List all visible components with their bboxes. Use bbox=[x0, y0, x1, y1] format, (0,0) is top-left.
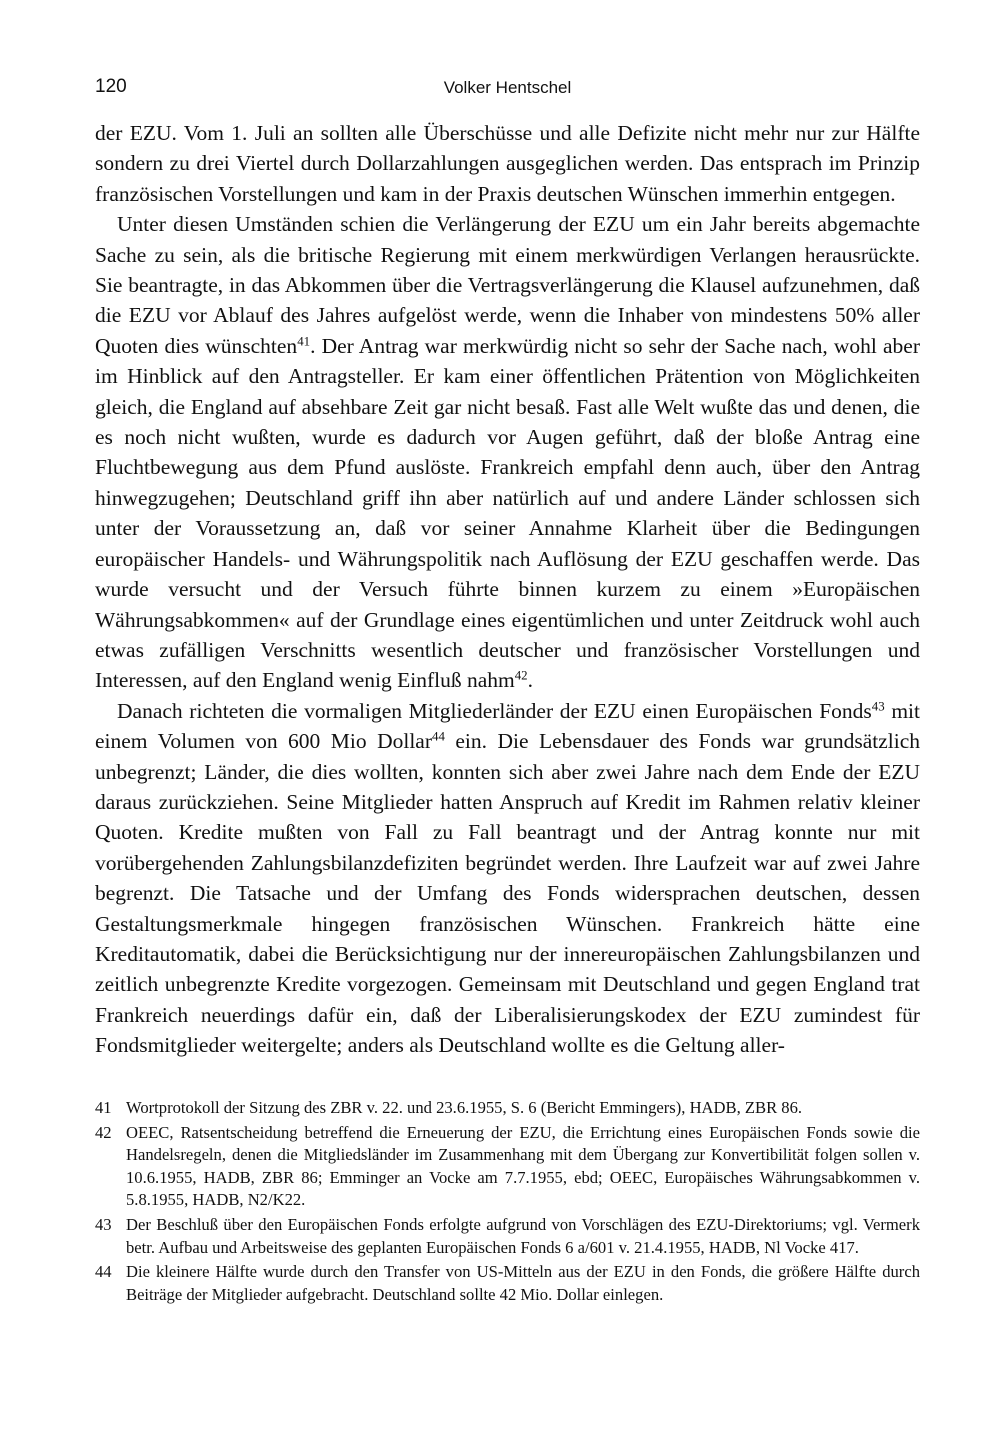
footnote-ref-43[interactable]: 43 bbox=[871, 698, 885, 713]
footnotes bbox=[95, 1097, 920, 1308]
paragraph-2 bbox=[95, 209, 920, 696]
paragraph-3-part-b: mit einem Volumen von 600 Mio Dollar bbox=[95, 698, 920, 754]
footnote-text: Der Beschluß über den Europäischen Fonds erfolgte aufgrund von Vorschlägen des EZU-Direktoriums; vgl. Vermerk betr. Aufbau und Arbeitsweise des geplanten Europäischen Fonds 6 a/601 v. 21.4.1955, HADB, Nl Vocke 417. bbox=[126, 1214, 920, 1257]
footnote-ref-41[interactable]: 41 bbox=[297, 334, 311, 349]
footnote-text: Die kleinere Hälfte wurde durch den Transfer von US-Mitteln aus der EZU in den Fonds, die größere Hälfte durch Beiträge der Mitglieder aufgebracht. Deutschland sollte 42 Mio. Dollar einlegen. bbox=[126, 1262, 920, 1304]
footnote-41 bbox=[95, 1097, 920, 1120]
footnote-ref-44[interactable]: 44 bbox=[432, 729, 445, 744]
paragraph-1: der EZU. Vom 1. Juli an sollten alle Überschüsse und alle Defizite nicht mehr nur zur Hälfte sondern zu drei Viertel durch Dollarzahlungen ausgeglichen werden. Das entsprach im Prinzip französischen Vorstellungen und kam in der Praxis deutschen Wünschen immerhin entgegen. bbox=[95, 121, 920, 206]
footnote-number: 41 bbox=[95, 1098, 112, 1117]
paragraph-2-part-b: . Der Antrag war merkwürdig nicht so sehr der Sache nach, wohl aber im Hinblick auf den Antragsteller. Er kam einer öffentlichen Prätention von Möglichkeiten gleich, die England auf absehbare Zeit gar nicht besaß. Fast alle Welt wußte das und denen, die es noch nicht wußten, wurde es dadurch vor Augen geführt, daß der bloße Antrag eine Fluchtbewegung aus dem Pfund auslöste. Frankreich empfahl denn auch, über den Antrag hinwegzugehen; Deutschland griff ihn aber natürlich auf und andere Länder schlossen sich unter der Voraussetzung an, daß vor seiner Annahme Klarheit über die Bedingungen europäischer Handels- und Währungspolitik nach Auflösung der EZU geschaffen werde. Das wurde versucht und der Versuch führte binnen kurzem zu einem »Europäischen Währungsabkommen« auf der Grundlage eines eigentümlichen und unter Zeitdruck wohl auch etwas zufälligen Verschnitts wesentlich deutscher und französischer Vorstellungen und Interessen, auf den England wenig Einfluß nahm bbox=[95, 333, 920, 693]
footnote-number: 44 bbox=[95, 1262, 112, 1282]
footnote-42 bbox=[95, 1122, 920, 1212]
footnote-text: Wortprotokoll der Sitzung des ZBR v. 22. und 23.6.1955, S. 6 (Bericht Emmingers), HADB, ZBR 86. bbox=[126, 1098, 803, 1117]
paragraph-3-part-a: Danach richteten die vormaligen Mitgliederländer der EZU einen Europäischen Fonds bbox=[117, 698, 872, 723]
footnote-43 bbox=[95, 1214, 920, 1259]
page-header bbox=[95, 76, 920, 106]
footnote-number: 43 bbox=[95, 1214, 112, 1234]
body-text bbox=[95, 118, 920, 1061]
footnote-44 bbox=[95, 1261, 920, 1306]
paragraph-3 bbox=[95, 696, 920, 1061]
paragraph-2-part-c: . bbox=[527, 668, 533, 693]
footnote-ref-42[interactable]: 42 bbox=[514, 668, 528, 683]
paragraph-2-part-a: Unter diesen Umständen schien die Verlängerung der EZU um ein Jahr bereits abgemachte Sache zu sein, als die britische Regierung mit einem merkwürdigen Verlangen herausrückte. Sie beantragte, in das Abkommen über die Vertragsverlängerung die Klausel aufzunehmen, daß die EZU vor Ablauf des Jahres aufgelöst werde, wenn die Inhaber von mindestens 50% aller Quoten dies wünschten bbox=[95, 212, 920, 358]
footnote-text: OEEC, Ratsentscheidung betreffend die Erneuerung der EZU, die Errichtung eines Europäischen Fonds sowie die Handelsregeln, denen die Mitgliedsländer im Zusammenhang mit dem Übergang zur Konvertibilität folgen sollen v. 10.6.1955, HADB, ZBR 86; Emminger an Vocke am 7.7.1955, ebd; OEEC, Europäisches Währungsabkommen v. 5.8.1955, HADB, N2/K22. bbox=[126, 1122, 920, 1210]
page-number: 120 bbox=[95, 76, 127, 97]
running-head: Volker Hentschel bbox=[443, 78, 572, 97]
footnote-number: 42 bbox=[95, 1122, 112, 1142]
paragraph-3-part-c: ein. Die Lebensdauer des Fonds war grundsätzlich unbegrenzt; Länder, die dies wollten, konnten sich aber zwei Jahre nach dem Ende der EZU daraus zurückziehen. Seine Mitglieder hatten Anspruch auf Kredit im Rahmen relativ kleiner Quoten. Kredite mußten von Fall zu Fall beantragt und der Antrag konnte nur mit vorübergehenden Zahlungsbilanzdefiziten begründet werden. Ihre Laufzeit war auf zwei Jahre begrenzt. Die Tatsache und der Umfang des Fonds widersprachen deutschen, dessen Gestaltungsmerkmale hingegen französischen Wünschen. Frankreich hätte eine Kreditautomatik, dabei die Berücksichtigung nur der innereuropäischen Zahlungsbilanzen und zeitlich unbegrenzte Kredite vorgezogen. Gemeinsam mit Deutschland und gegen England trat Frankreich neuerdings dafür ein, daß der Liberalisierungskodex der EZU zumindest für Fondsmitglieder weitergelte; anders als Deutschland wollte es die Geltung aller- bbox=[95, 729, 920, 1058]
